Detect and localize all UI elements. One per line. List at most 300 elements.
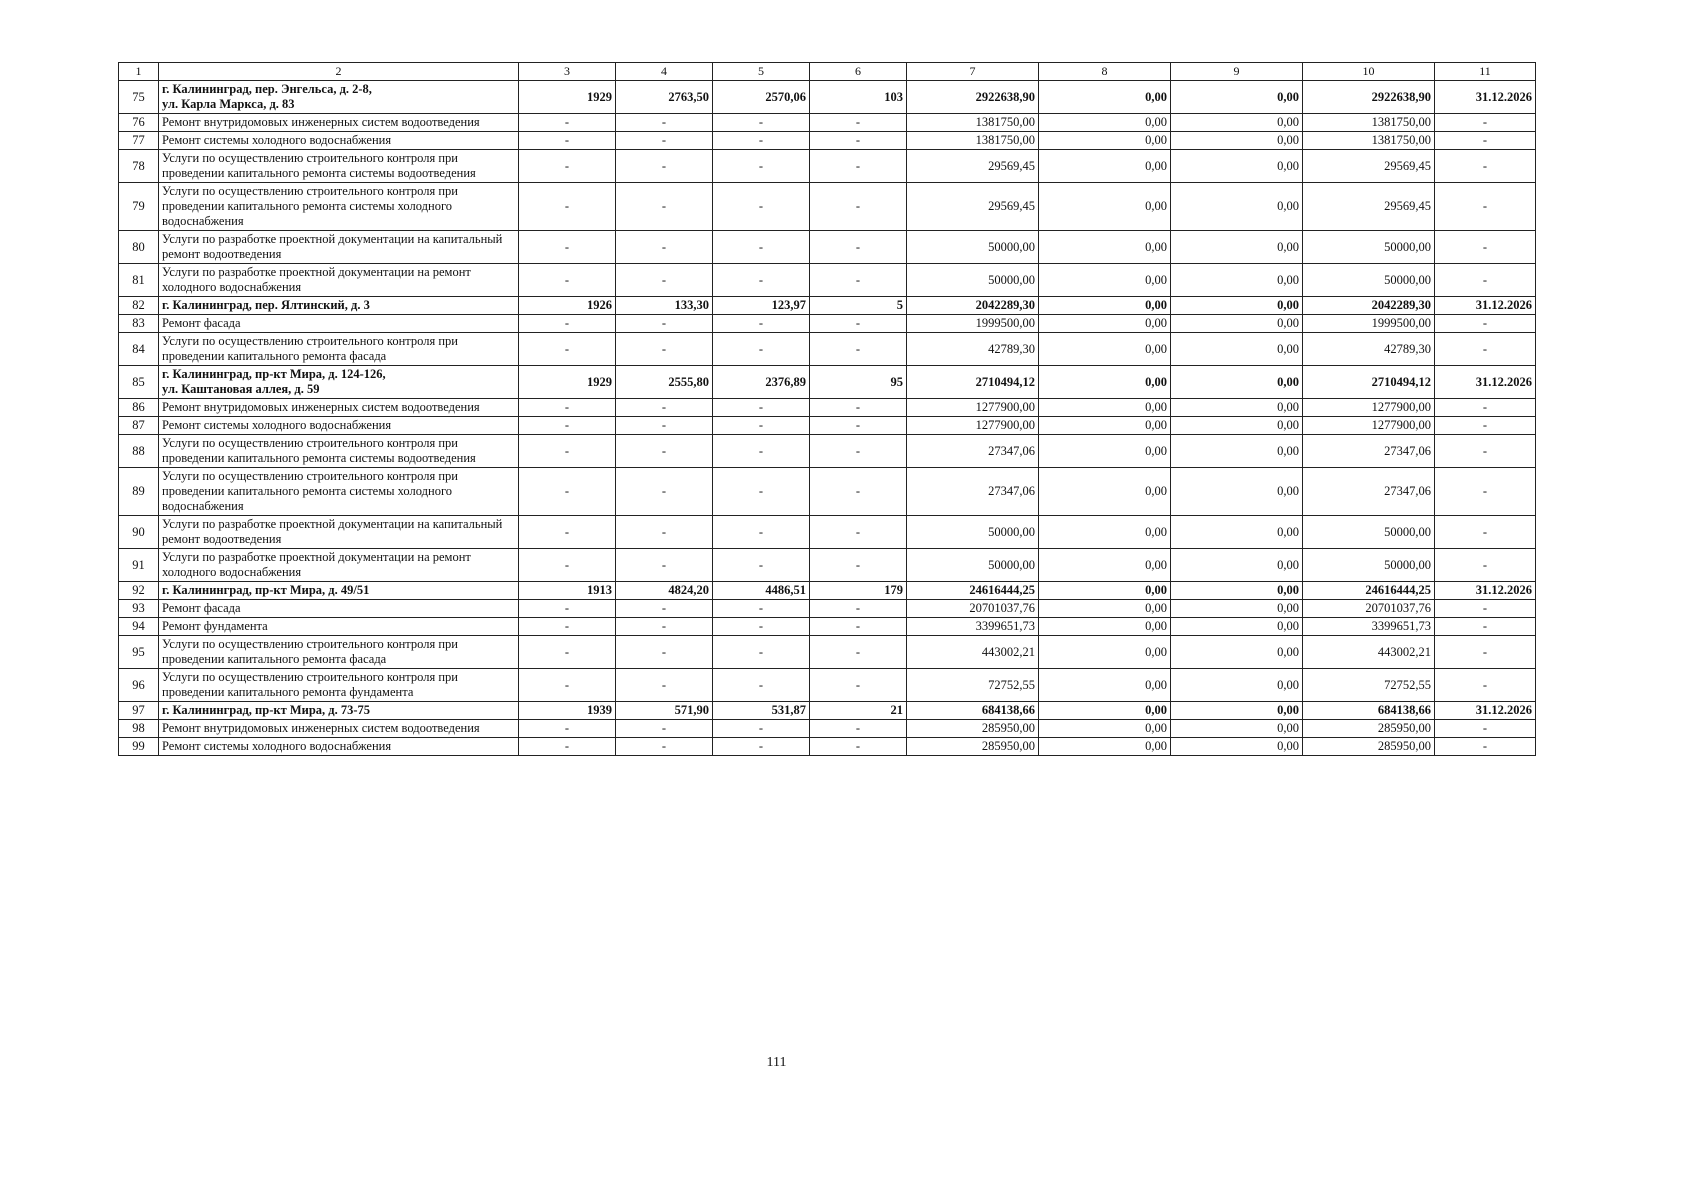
row-number-cell: 75 — [119, 81, 159, 114]
deadline-cell: - — [1435, 549, 1536, 582]
item-name-cell: Услуги по разработке проектной документации на ремонт холодного водоснабжения — [159, 264, 519, 297]
value-cell-5: 531,87 — [713, 702, 810, 720]
item-name-cell: г. Калининград, пер. Энгельса, д. 2-8, ул. Карла Маркса, д. 83 — [159, 81, 519, 114]
amount-cell-9: 0,00 — [1171, 669, 1303, 702]
table-row — [119, 516, 1536, 549]
amount-cell-7: 50000,00 — [907, 516, 1039, 549]
deadline-cell: - — [1435, 333, 1536, 366]
value-cell-5: 2376,89 — [713, 366, 810, 399]
amount-cell-7: 50000,00 — [907, 264, 1039, 297]
amount-cell-10: 2042289,30 — [1303, 297, 1435, 315]
row-number-cell: 93 — [119, 600, 159, 618]
item-name-cell: Ремонт системы холодного водоснабжения — [159, 738, 519, 756]
deadline-cell: - — [1435, 435, 1536, 468]
year-cell: - — [519, 549, 616, 582]
deadline-cell: - — [1435, 669, 1536, 702]
header-cell: 6 — [810, 63, 907, 81]
amount-cell-10: 20701037,76 — [1303, 600, 1435, 618]
amount-cell-10: 42789,30 — [1303, 333, 1435, 366]
amount-cell-7: 443002,21 — [907, 636, 1039, 669]
year-cell: - — [519, 399, 616, 417]
amount-cell-10: 50000,00 — [1303, 549, 1435, 582]
amount-cell-10: 1277900,00 — [1303, 417, 1435, 435]
value-cell-5: - — [713, 114, 810, 132]
row-number-cell: 92 — [119, 582, 159, 600]
row-number-cell: 87 — [119, 417, 159, 435]
table-row — [119, 81, 1536, 114]
row-number-cell: 94 — [119, 618, 159, 636]
year-cell: - — [519, 183, 616, 231]
table-row — [119, 366, 1536, 399]
amount-cell-8: 0,00 — [1039, 669, 1171, 702]
value-cell-5: - — [713, 669, 810, 702]
value-cell-5: 4486,51 — [713, 582, 810, 600]
header-cell: 8 — [1039, 63, 1171, 81]
item-name-cell: Ремонт фундамента — [159, 618, 519, 636]
amount-cell-8: 0,00 — [1039, 417, 1171, 435]
amount-cell-8: 0,00 — [1039, 702, 1171, 720]
header-cell: 5 — [713, 63, 810, 81]
value-cell-4: - — [616, 636, 713, 669]
row-number-cell: 96 — [119, 669, 159, 702]
amount-cell-10: 3399651,73 — [1303, 618, 1435, 636]
amount-cell-8: 0,00 — [1039, 297, 1171, 315]
item-name-cell: г. Калининград, пр-кт Мира, д. 49/51 — [159, 582, 519, 600]
deadline-cell: - — [1435, 399, 1536, 417]
amount-cell-8: 0,00 — [1039, 738, 1171, 756]
item-name-cell: Ремонт фасада — [159, 315, 519, 333]
year-cell: - — [519, 231, 616, 264]
header-cell: 11 — [1435, 63, 1536, 81]
value-cell-6: - — [810, 114, 907, 132]
value-cell-5: 123,97 — [713, 297, 810, 315]
deadline-cell: - — [1435, 636, 1536, 669]
amount-cell-10: 2922638,90 — [1303, 81, 1435, 114]
year-cell: - — [519, 315, 616, 333]
amount-cell-7: 1277900,00 — [907, 399, 1039, 417]
deadline-cell: - — [1435, 720, 1536, 738]
value-cell-5: - — [713, 183, 810, 231]
value-cell-6: - — [810, 264, 907, 297]
row-number-cell: 83 — [119, 315, 159, 333]
amount-cell-10: 1277900,00 — [1303, 399, 1435, 417]
amount-cell-8: 0,00 — [1039, 333, 1171, 366]
amount-cell-10: 24616444,25 — [1303, 582, 1435, 600]
header-cell: 1 — [119, 63, 159, 81]
row-number-cell: 80 — [119, 231, 159, 264]
item-name-cell: Ремонт внутридомовых инженерных систем водоотведения — [159, 114, 519, 132]
value-cell-6: 95 — [810, 366, 907, 399]
item-name-cell: Ремонт внутридомовых инженерных систем водоотведения — [159, 399, 519, 417]
header-cell: 10 — [1303, 63, 1435, 81]
amount-cell-8: 0,00 — [1039, 468, 1171, 516]
value-cell-6: - — [810, 618, 907, 636]
table-row — [119, 720, 1536, 738]
value-cell-4: - — [616, 468, 713, 516]
header-cell: 4 — [616, 63, 713, 81]
amount-cell-10: 1999500,00 — [1303, 315, 1435, 333]
amount-cell-9: 0,00 — [1171, 549, 1303, 582]
deadline-cell: - — [1435, 738, 1536, 756]
amount-cell-9: 0,00 — [1171, 264, 1303, 297]
row-number-cell: 88 — [119, 435, 159, 468]
value-cell-4: 133,30 — [616, 297, 713, 315]
item-name-cell: Ремонт внутридомовых инженерных систем водоотведения — [159, 720, 519, 738]
value-cell-4: - — [616, 738, 713, 756]
deadline-cell: - — [1435, 114, 1536, 132]
amount-cell-7: 1277900,00 — [907, 417, 1039, 435]
amount-cell-10: 1381750,00 — [1303, 114, 1435, 132]
amount-cell-8: 0,00 — [1039, 582, 1171, 600]
deadline-cell: 31.12.2026 — [1435, 702, 1536, 720]
year-cell: - — [519, 435, 616, 468]
value-cell-5: - — [713, 150, 810, 183]
item-name-cell: г. Калининград, пр-кт Мира, д. 73-75 — [159, 702, 519, 720]
deadline-cell: 31.12.2026 — [1435, 366, 1536, 399]
amount-cell-7: 20701037,76 — [907, 600, 1039, 618]
year-cell: - — [519, 333, 616, 366]
amount-cell-8: 0,00 — [1039, 150, 1171, 183]
value-cell-4: 571,90 — [616, 702, 713, 720]
amount-cell-9: 0,00 — [1171, 366, 1303, 399]
amount-cell-7: 72752,55 — [907, 669, 1039, 702]
year-cell: - — [519, 669, 616, 702]
row-number-cell: 91 — [119, 549, 159, 582]
amount-cell-7: 1999500,00 — [907, 315, 1039, 333]
amount-cell-7: 24616444,25 — [907, 582, 1039, 600]
deadline-cell: - — [1435, 150, 1536, 183]
column-number-header-row — [119, 63, 1536, 81]
value-cell-4: - — [616, 114, 713, 132]
deadline-cell: 31.12.2026 — [1435, 81, 1536, 114]
table-row — [119, 231, 1536, 264]
value-cell-4: 2763,50 — [616, 81, 713, 114]
amount-cell-8: 0,00 — [1039, 435, 1171, 468]
deadline-cell: - — [1435, 231, 1536, 264]
deadline-cell: 31.12.2026 — [1435, 297, 1536, 315]
amount-cell-8: 0,00 — [1039, 264, 1171, 297]
deadline-cell: - — [1435, 417, 1536, 435]
table-row — [119, 417, 1536, 435]
table-row — [119, 315, 1536, 333]
deadline-cell: - — [1435, 618, 1536, 636]
amount-cell-9: 0,00 — [1171, 636, 1303, 669]
amount-cell-7: 285950,00 — [907, 738, 1039, 756]
amount-cell-9: 0,00 — [1171, 399, 1303, 417]
deadline-cell: - — [1435, 264, 1536, 297]
row-number-cell: 79 — [119, 183, 159, 231]
amount-cell-9: 0,00 — [1171, 618, 1303, 636]
year-cell: - — [519, 264, 616, 297]
value-cell-4: - — [616, 720, 713, 738]
table-row — [119, 114, 1536, 132]
item-name-cell: Услуги по осуществлению строительного контроля при проведении капитального ремонта системы водоотведения — [159, 435, 519, 468]
table-row — [119, 468, 1536, 516]
value-cell-5: - — [713, 435, 810, 468]
amount-cell-7: 2710494,12 — [907, 366, 1039, 399]
value-cell-4: - — [616, 516, 713, 549]
value-cell-4: - — [616, 399, 713, 417]
table-row — [119, 435, 1536, 468]
item-name-cell: Услуги по осуществлению строительного контроля при проведении капитального ремонта фасада — [159, 333, 519, 366]
amount-cell-7: 684138,66 — [907, 702, 1039, 720]
year-cell: - — [519, 600, 616, 618]
amount-cell-10: 29569,45 — [1303, 183, 1435, 231]
value-cell-5: - — [713, 417, 810, 435]
amount-cell-7: 29569,45 — [907, 183, 1039, 231]
year-cell: 1929 — [519, 81, 616, 114]
amount-cell-9: 0,00 — [1171, 132, 1303, 150]
deadline-cell: - — [1435, 132, 1536, 150]
table-row — [119, 399, 1536, 417]
amount-cell-10: 27347,06 — [1303, 468, 1435, 516]
value-cell-4: - — [616, 618, 713, 636]
row-number-cell: 85 — [119, 366, 159, 399]
value-cell-5: - — [713, 600, 810, 618]
year-cell: - — [519, 150, 616, 183]
amount-cell-9: 0,00 — [1171, 315, 1303, 333]
value-cell-5: - — [713, 399, 810, 417]
value-cell-5: - — [713, 516, 810, 549]
amount-cell-7: 3399651,73 — [907, 618, 1039, 636]
amount-cell-9: 0,00 — [1171, 297, 1303, 315]
deadline-cell: - — [1435, 315, 1536, 333]
row-number-cell: 76 — [119, 114, 159, 132]
value-cell-4: 4824,20 — [616, 582, 713, 600]
amount-cell-8: 0,00 — [1039, 81, 1171, 114]
value-cell-6: - — [810, 231, 907, 264]
value-cell-5: - — [713, 618, 810, 636]
amount-cell-8: 0,00 — [1039, 636, 1171, 669]
value-cell-4: - — [616, 600, 713, 618]
year-cell: 1929 — [519, 366, 616, 399]
amount-cell-8: 0,00 — [1039, 315, 1171, 333]
value-cell-4: - — [616, 183, 713, 231]
year-cell: 1939 — [519, 702, 616, 720]
amount-cell-7: 27347,06 — [907, 435, 1039, 468]
amount-cell-10: 285950,00 — [1303, 720, 1435, 738]
year-cell: - — [519, 720, 616, 738]
row-number-cell: 89 — [119, 468, 159, 516]
item-name-cell: Услуги по разработке проектной документации на капитальный ремонт водоотведения — [159, 231, 519, 264]
amount-cell-10: 50000,00 — [1303, 516, 1435, 549]
amount-cell-8: 0,00 — [1039, 366, 1171, 399]
amount-cell-10: 50000,00 — [1303, 264, 1435, 297]
year-cell: 1913 — [519, 582, 616, 600]
value-cell-6: - — [810, 435, 907, 468]
amount-cell-10: 29569,45 — [1303, 150, 1435, 183]
row-number-cell: 82 — [119, 297, 159, 315]
amount-cell-9: 0,00 — [1171, 738, 1303, 756]
value-cell-4: - — [616, 417, 713, 435]
amount-cell-8: 0,00 — [1039, 114, 1171, 132]
value-cell-6: 21 — [810, 702, 907, 720]
item-name-cell: Услуги по осуществлению строительного контроля при проведении капитального ремонта системы водоотведения — [159, 150, 519, 183]
value-cell-5: - — [713, 264, 810, 297]
table-body — [119, 63, 1536, 756]
item-name-cell: Ремонт системы холодного водоснабжения — [159, 132, 519, 150]
amount-cell-10: 285950,00 — [1303, 738, 1435, 756]
amount-cell-9: 0,00 — [1171, 702, 1303, 720]
value-cell-5: 2570,06 — [713, 81, 810, 114]
amount-cell-10: 50000,00 — [1303, 231, 1435, 264]
value-cell-4: - — [616, 333, 713, 366]
amount-cell-9: 0,00 — [1171, 720, 1303, 738]
table-row — [119, 600, 1536, 618]
amount-cell-9: 0,00 — [1171, 468, 1303, 516]
row-number-cell: 77 — [119, 132, 159, 150]
row-number-cell: 86 — [119, 399, 159, 417]
year-cell: - — [519, 417, 616, 435]
amount-cell-9: 0,00 — [1171, 516, 1303, 549]
value-cell-6: - — [810, 549, 907, 582]
amount-cell-8: 0,00 — [1039, 600, 1171, 618]
deadline-cell: - — [1435, 183, 1536, 231]
amount-cell-10: 72752,55 — [1303, 669, 1435, 702]
value-cell-4: - — [616, 132, 713, 150]
value-cell-5: - — [713, 315, 810, 333]
amount-cell-9: 0,00 — [1171, 114, 1303, 132]
value-cell-6: 179 — [810, 582, 907, 600]
value-cell-6: - — [810, 183, 907, 231]
item-name-cell: Услуги по разработке проектной документации на ремонт холодного водоснабжения — [159, 549, 519, 582]
value-cell-5: - — [713, 549, 810, 582]
value-cell-6: - — [810, 738, 907, 756]
item-name-cell: Ремонт системы холодного водоснабжения — [159, 417, 519, 435]
row-number-cell: 98 — [119, 720, 159, 738]
value-cell-5: - — [713, 231, 810, 264]
value-cell-4: - — [616, 150, 713, 183]
item-name-cell: Услуги по разработке проектной документации на капитальный ремонт водоотведения — [159, 516, 519, 549]
deadline-cell: 31.12.2026 — [1435, 582, 1536, 600]
value-cell-6: - — [810, 417, 907, 435]
amount-cell-9: 0,00 — [1171, 435, 1303, 468]
amount-cell-9: 0,00 — [1171, 417, 1303, 435]
deadline-cell: - — [1435, 600, 1536, 618]
value-cell-4: 2555,80 — [616, 366, 713, 399]
amount-cell-9: 0,00 — [1171, 333, 1303, 366]
table-row — [119, 549, 1536, 582]
row-number-cell: 90 — [119, 516, 159, 549]
row-number-cell: 97 — [119, 702, 159, 720]
capital-repair-table — [118, 62, 1536, 756]
value-cell-6: - — [810, 468, 907, 516]
table-row — [119, 636, 1536, 669]
value-cell-6: 103 — [810, 81, 907, 114]
value-cell-4: - — [616, 549, 713, 582]
value-cell-5: - — [713, 132, 810, 150]
amount-cell-8: 0,00 — [1039, 399, 1171, 417]
row-number-cell: 99 — [119, 738, 159, 756]
table-row — [119, 333, 1536, 366]
table-row — [119, 150, 1536, 183]
amount-cell-9: 0,00 — [1171, 231, 1303, 264]
year-cell: - — [519, 468, 616, 516]
item-name-cell: Услуги по осуществлению строительного контроля при проведении капитального ремонта фундамента — [159, 669, 519, 702]
value-cell-4: - — [616, 669, 713, 702]
amount-cell-9: 0,00 — [1171, 150, 1303, 183]
amount-cell-10: 443002,21 — [1303, 636, 1435, 669]
year-cell: - — [519, 516, 616, 549]
item-name-cell: Услуги по осуществлению строительного контроля при проведении капитального ремонта системы холодного водоснабжения — [159, 468, 519, 516]
table-row — [119, 582, 1536, 600]
value-cell-6: - — [810, 333, 907, 366]
year-cell: - — [519, 114, 616, 132]
table-row — [119, 183, 1536, 231]
table-row — [119, 132, 1536, 150]
value-cell-6: - — [810, 150, 907, 183]
amount-cell-8: 0,00 — [1039, 720, 1171, 738]
amount-cell-8: 0,00 — [1039, 618, 1171, 636]
amount-cell-7: 2042289,30 — [907, 297, 1039, 315]
header-cell: 3 — [519, 63, 616, 81]
amount-cell-9: 0,00 — [1171, 600, 1303, 618]
value-cell-6: - — [810, 315, 907, 333]
value-cell-5: - — [713, 720, 810, 738]
amount-cell-7: 1381750,00 — [907, 132, 1039, 150]
table-row — [119, 297, 1536, 315]
amount-cell-10: 27347,06 — [1303, 435, 1435, 468]
item-name-cell: Услуги по осуществлению строительного контроля при проведении капитального ремонта фасада — [159, 636, 519, 669]
amount-cell-8: 0,00 — [1039, 183, 1171, 231]
year-cell: - — [519, 636, 616, 669]
value-cell-4: - — [616, 315, 713, 333]
year-cell: - — [519, 132, 616, 150]
amount-cell-7: 2922638,90 — [907, 81, 1039, 114]
deadline-cell: - — [1435, 516, 1536, 549]
amount-cell-7: 42789,30 — [907, 333, 1039, 366]
amount-cell-10: 1381750,00 — [1303, 132, 1435, 150]
value-cell-6: - — [810, 636, 907, 669]
value-cell-4: - — [616, 264, 713, 297]
row-number-cell: 78 — [119, 150, 159, 183]
amount-cell-7: 1381750,00 — [907, 114, 1039, 132]
amount-cell-7: 50000,00 — [907, 549, 1039, 582]
value-cell-6: - — [810, 669, 907, 702]
page-number: 111 — [766, 1055, 787, 1070]
value-cell-6: - — [810, 720, 907, 738]
item-name-cell: Ремонт фасада — [159, 600, 519, 618]
value-cell-6: - — [810, 600, 907, 618]
amount-cell-7: 27347,06 — [907, 468, 1039, 516]
value-cell-6: - — [810, 516, 907, 549]
value-cell-6: 5 — [810, 297, 907, 315]
table-row — [119, 264, 1536, 297]
amount-cell-9: 0,00 — [1171, 183, 1303, 231]
value-cell-5: - — [713, 738, 810, 756]
amount-cell-7: 29569,45 — [907, 150, 1039, 183]
amount-cell-10: 684138,66 — [1303, 702, 1435, 720]
header-cell: 9 — [1171, 63, 1303, 81]
amount-cell-10: 2710494,12 — [1303, 366, 1435, 399]
table-row — [119, 669, 1536, 702]
table-row — [119, 738, 1536, 756]
amount-cell-8: 0,00 — [1039, 132, 1171, 150]
value-cell-4: - — [616, 231, 713, 264]
value-cell-5: - — [713, 333, 810, 366]
value-cell-6: - — [810, 132, 907, 150]
amount-cell-8: 0,00 — [1039, 231, 1171, 264]
value-cell-5: - — [713, 468, 810, 516]
header-cell: 2 — [159, 63, 519, 81]
amount-cell-7: 50000,00 — [907, 231, 1039, 264]
header-cell: 7 — [907, 63, 1039, 81]
amount-cell-7: 285950,00 — [907, 720, 1039, 738]
amount-cell-8: 0,00 — [1039, 516, 1171, 549]
deadline-cell: - — [1435, 468, 1536, 516]
table-row — [119, 618, 1536, 636]
table-row — [119, 702, 1536, 720]
